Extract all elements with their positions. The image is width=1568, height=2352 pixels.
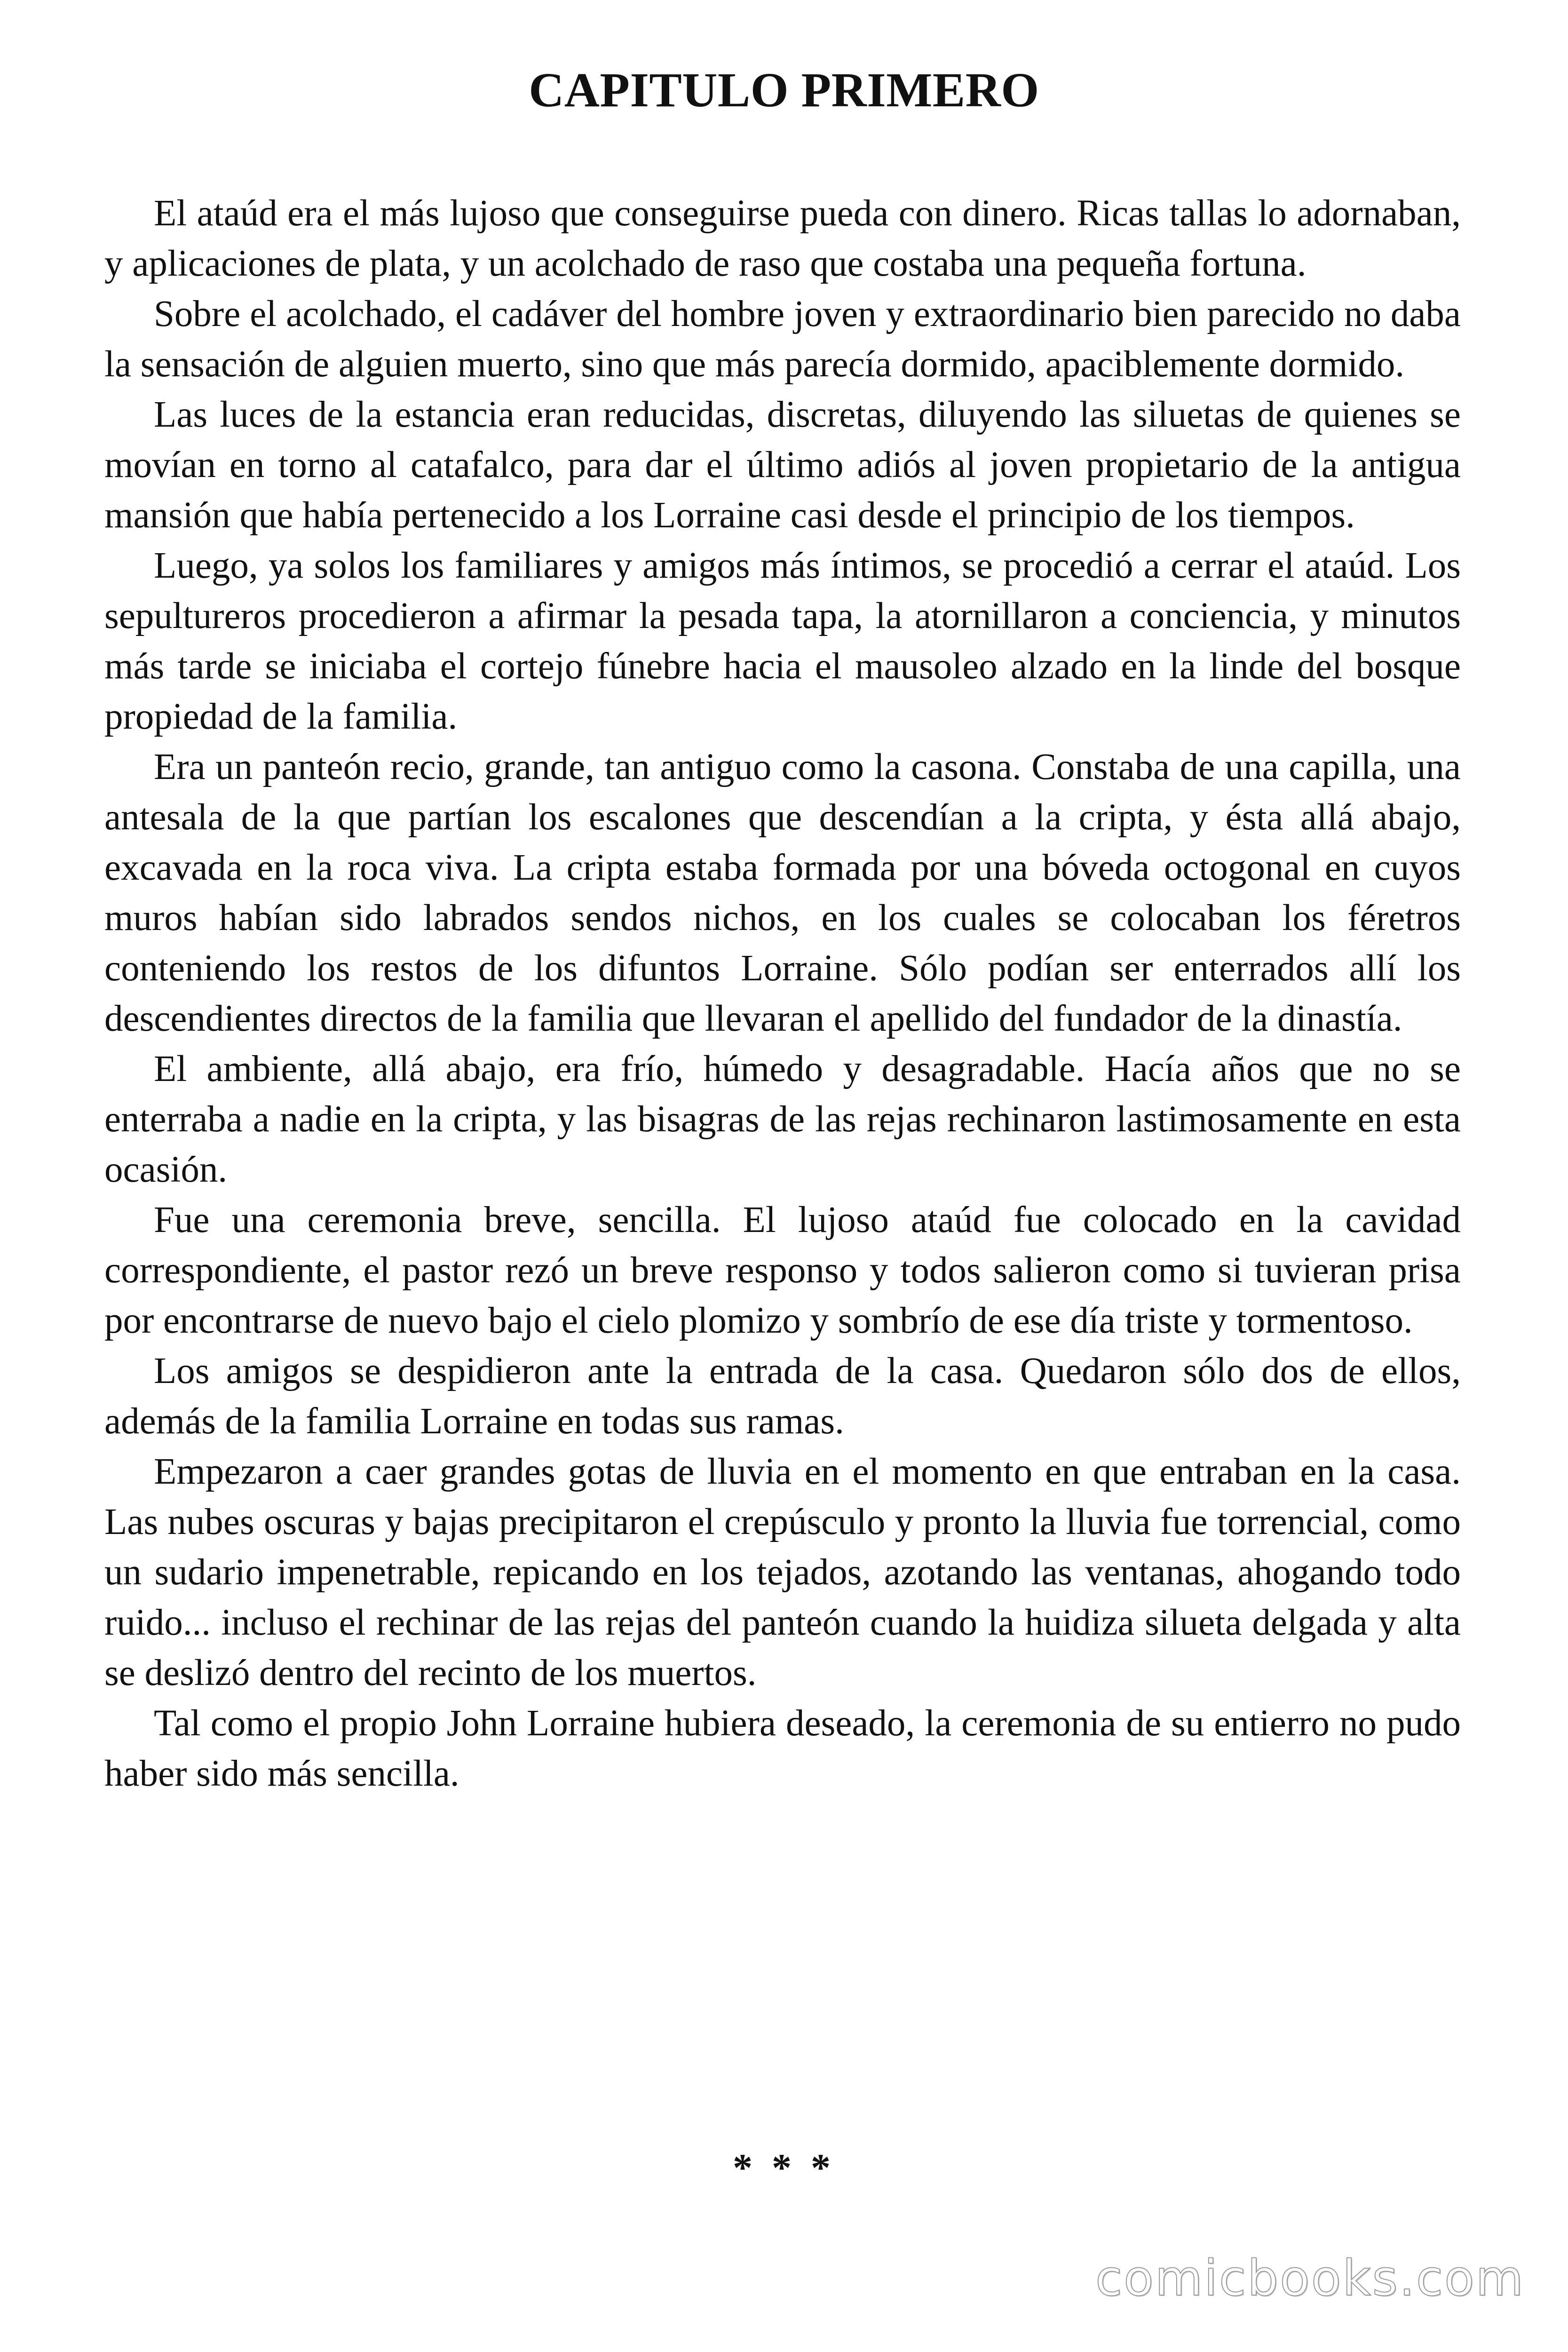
chapter-title: CAPITULO PRIMERO: [529, 63, 1039, 117]
paragraph: Los amigos se despidieron ante la entrada de la casa. Quedaron sólo dos de ellos, además de la familia Lorraine en todas sus ramas.: [104, 1351, 1461, 1442]
paragraph: El ambiente, allá abajo, era frío, húmedo y desagradable. Hacía años que no se enterraba a nadie en la cripta, y las bisagras de las rejas rechinaron lastimosamente en esta ocasión.: [104, 1049, 1461, 1190]
paragraph: Las luces de la estancia eran reducidas, discretas, diluyendo las siluetas de quienes se movían en torno al catafalco, para dar el último adiós al joven propietario de la antigua mansión que había pertenecido a los Lorraine casi desde el principio de los tiempos.: [104, 394, 1461, 536]
watermark: comicbooks.com: [1095, 2249, 1525, 2307]
chapter-body: [104, 188, 1461, 1799]
paragraph: Tal como el propio John Lorraine hubiera deseado, la ceremonia de su entierro no pudo haber sido más sencilla.: [104, 1703, 1461, 1794]
paragraph: Era un panteón recio, grande, tan antiguo como la casona. Constaba de una capilla, una antesala de la que partían los escalones que descendían a la cripta, y ésta allá abajo, excavada en la roca viva. La cripta estaba formada por una bóveda octogonal en cuyos muros habían sido labrados sendos nichos, en los cuales se colocaban los féretros conteniendo los restos de los difuntos Lorraine. Sólo podían ser enterrados allí los descendientes directos de la familia que llevaran el apellido del fundador de la dinastía.: [104, 747, 1461, 1039]
paragraph: Empezaron a caer grandes gotas de lluvia en el momento en que entraban en la casa. Las nubes oscuras y bajas precipitaron el crepúsculo y pronto la lluvia fue torrencial, como un sudario impenetrable, repicando en los tejados, azotando las ventanas, ahogando todo ruido... incluso el rechinar de las rejas del panteón cuando la huidiza silueta delgada y alta se deslizó dentro del recinto de los muertos.: [104, 1451, 1461, 1693]
paragraph: El ataúd era el más lujoso que conseguirse pueda con dinero. Ricas tallas lo adornaban, y aplicaciones de plata, y un acolchado de raso que costaba una pequeña fortuna.: [104, 193, 1461, 284]
paragraph: Fue una ceremonia breve, sencilla. El lujoso ataúd fue colocado en la cavidad correspondiente, el pastor rezó un breve responso y todos salieron como si tuvieran prisa por encontrarse de nuevo bajo el cielo plomizo y sombrío de ese día triste y tormentoso.: [104, 1200, 1461, 1341]
section-separator: * * *: [733, 2146, 835, 2190]
paragraph: Luego, ya solos los familiares y amigos más íntimos, se procedió a cerrar el ataúd. Los sepultureros procedieron a afirmar la pesada tapa, la atornillaron a conciencia, y minutos más tarde se iniciaba el cortejo fúnebre hacia el mausoleo alzado en la linde del bosque propiedad de la familia.: [104, 545, 1461, 737]
paragraph: Sobre el acolchado, el cadáver del hombre joven y extraordinario bien parecido no daba la sensación de alguien muerto, sino que más parecía dormido, apaciblemente dormido.: [104, 294, 1461, 385]
